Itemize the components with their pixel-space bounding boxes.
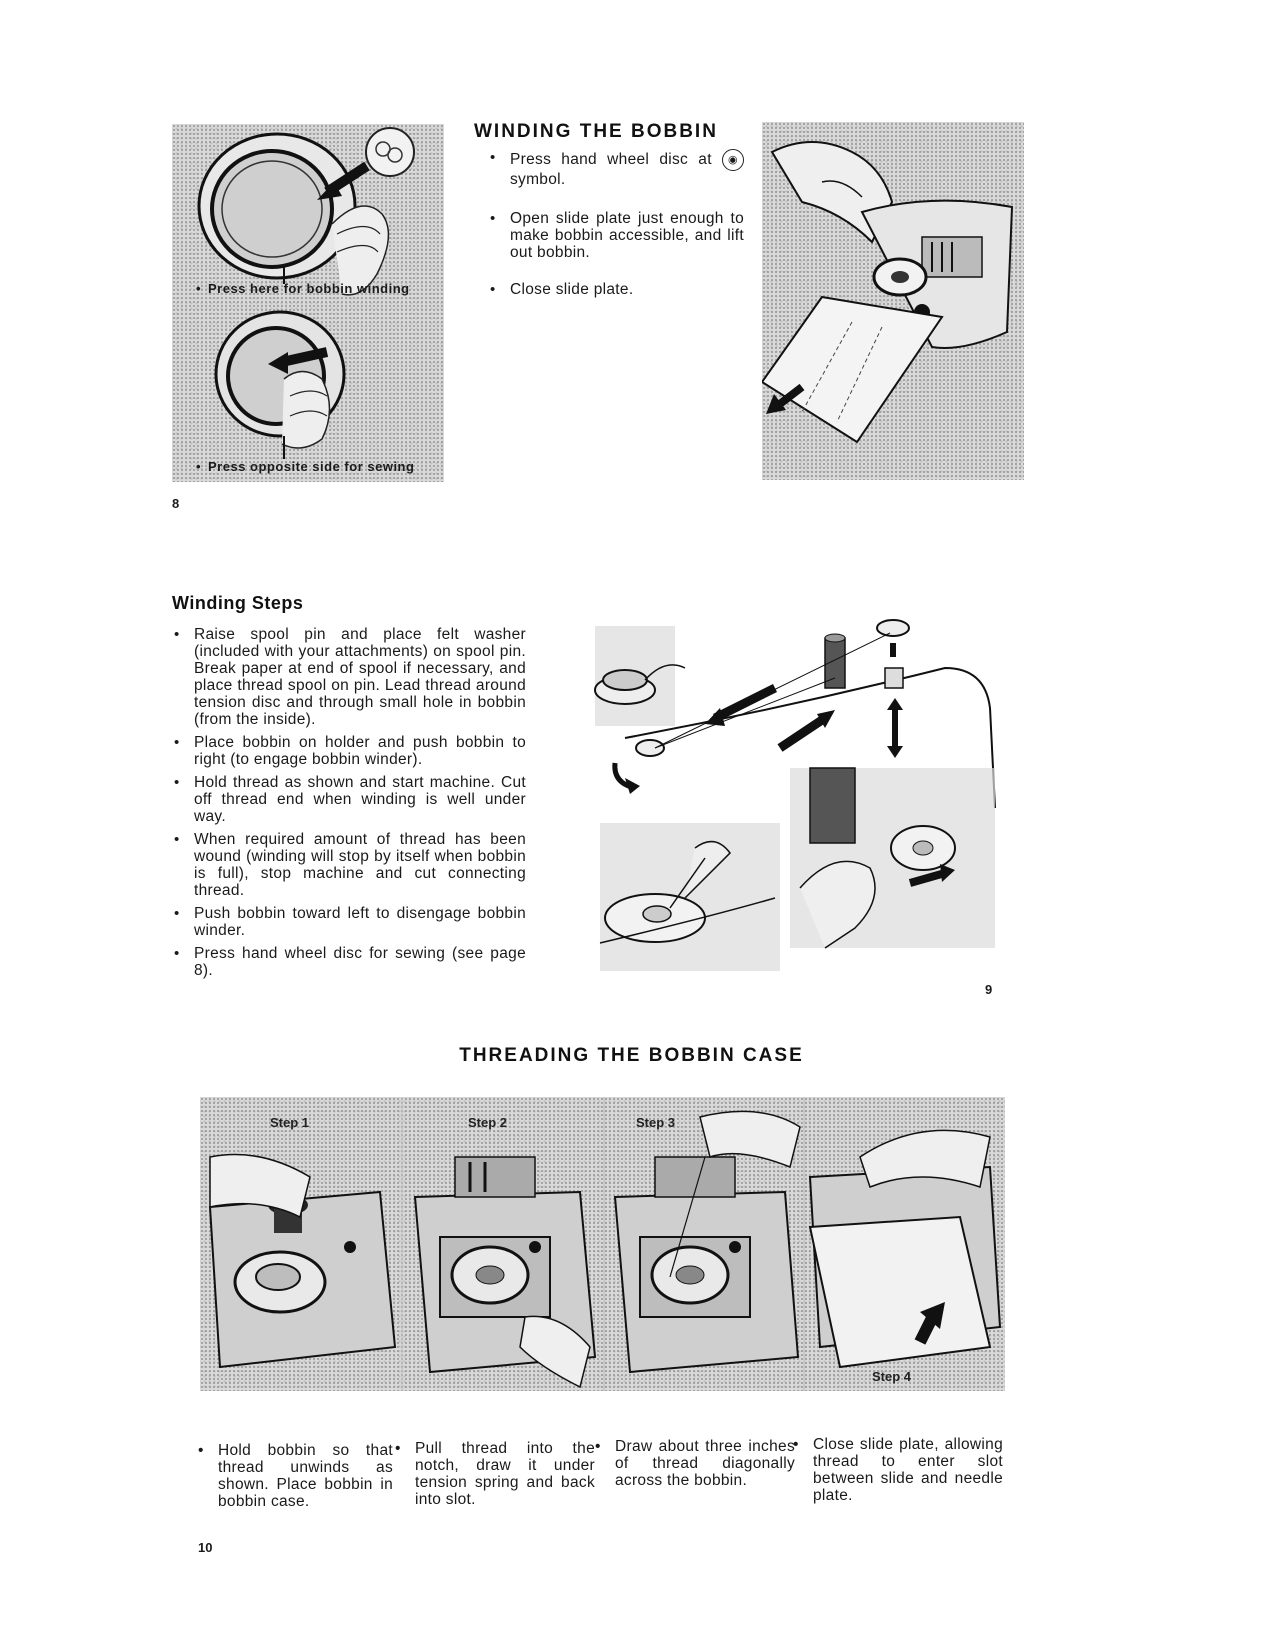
page-number-8: 8: [172, 496, 180, 511]
winding-the-bobbin-title: WINDING THE BOBBIN: [474, 121, 718, 142]
instruction-step-4: • Close slide plate, allowing thread to enter slot between slide and needle plate.: [793, 1436, 1003, 1504]
bobbin-symbol-icon: ◉: [722, 149, 744, 171]
instruction-step-2: • Pull thread into the notch, draw it under tension spring and back into slot.: [395, 1440, 595, 1508]
winding-machine-illustration: [585, 598, 1005, 976]
threading-bobbin-case-title: THREADING THE BOBBIN CASE: [459, 1045, 804, 1066]
step-2-label: Step 2: [468, 1115, 508, 1130]
caption-sewing: Press opposite side for sewing: [208, 459, 415, 474]
winding-step-6: • Press hand wheel disc for sewing (see page 8).: [172, 945, 526, 979]
step-3-label: Step 3: [636, 1115, 676, 1130]
page-number-10: 10: [198, 1540, 213, 1555]
caption-bobbin-winding: Press here for bobbin winding: [208, 281, 410, 296]
slide-plate-illustration: [762, 122, 1024, 480]
instruction-step-1: • Hold bobbin so that thread unwinds as shown. Place bobbin in bobbin case.: [198, 1442, 393, 1510]
winding-step-5: • Push bobbin toward left to disengage bobbin winder.: [172, 905, 526, 939]
step-1-label: Step 1: [270, 1115, 310, 1130]
winding-steps-section: [172, 593, 526, 979]
winding-machine-figure: [585, 598, 1005, 976]
caption-bullet-2: •: [196, 459, 202, 474]
winding-bullet-1: • Press hand wheel disc at ◉ symbol.: [488, 149, 744, 188]
instruction-step-3: • Draw about three inches of thread diagonally across the bobbin.: [595, 1438, 795, 1489]
hand-wheel-figure: [172, 124, 444, 482]
slide-plate-figure: [762, 122, 1024, 480]
winding-bullet-2: • Open slide plate just enough to make bobbin accessible, and lift out bobbin.: [488, 210, 744, 261]
winding-bullets: [474, 149, 744, 298]
hand-wheel-illustration: [172, 124, 444, 482]
caption-bullet-1: •: [196, 281, 202, 296]
page-number-9: 9: [985, 982, 993, 997]
winding-bullet-3: • Close slide plate.: [488, 281, 744, 298]
threading-steps-illustration: [200, 1097, 1005, 1391]
winding-step-3: • Hold thread as shown and start machine. Cut off thread end when winding is well under way.: [172, 774, 526, 825]
winding-the-bobbin-section: [474, 121, 744, 298]
winding-steps-list: [172, 626, 526, 979]
threading-section-title-wrap: [0, 1045, 1273, 1067]
winding-step-4: • When required amount of thread has been wound (winding will stop by itself when bobbin is full), stop machine and cut connecting thread.: [172, 831, 526, 899]
step-4-label: Step 4: [872, 1369, 912, 1384]
winding-step-2: • Place bobbin on holder and push bobbin to right (to engage bobbin winder).: [172, 734, 526, 768]
winding-step-1: • Raise spool pin and place felt washer (included with your attachments) on spool pin. Break paper at end of spool if necessary, and place thread spool on pin. Lead thread around tension disc and through small hole in bobbin (from the inside).: [172, 626, 526, 728]
threading-instructions: [198, 1436, 1003, 1520]
winding-steps-heading: Winding Steps: [172, 593, 304, 613]
threading-steps-figure: [200, 1097, 1005, 1391]
